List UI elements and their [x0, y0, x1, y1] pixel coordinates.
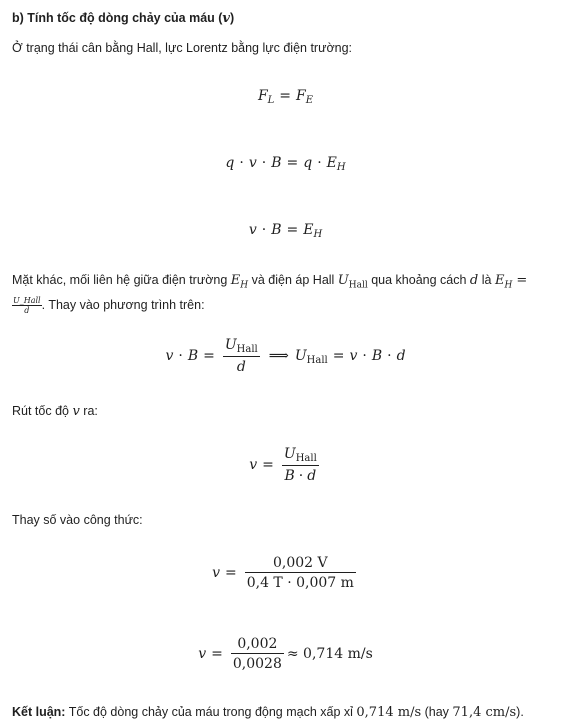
eq4-B: B	[187, 348, 199, 364]
eq1-equals: =	[279, 88, 292, 104]
eq4-B2: B	[371, 348, 383, 364]
eq6-den: 0,4 T · 0,007 m	[246, 575, 354, 591]
relation-U-sub: Hall	[348, 280, 368, 291]
eq7-fraction	[231, 636, 284, 672]
eq6-v: v	[212, 565, 220, 581]
heading-label: b) Tính tốc độ dòng chảy của máu (	[12, 11, 223, 25]
eq7-approx: ≈ 0,714 m/s	[286, 646, 373, 662]
eq6-fraction	[245, 555, 356, 591]
equation-charge-form: $q \cdot v \cdot B = q \cdot E_H$	[225, 155, 346, 173]
heading-var: v	[222, 11, 230, 26]
eq1-rhs: F	[296, 88, 306, 104]
relation-E2-sub: H	[504, 280, 513, 291]
eq2-E: E	[326, 155, 337, 171]
eq7-den: 0,0028	[232, 656, 282, 672]
equation-substitution: v = $\frac{0,002 V}{0,4 T \cdot 0,007 m}$	[212, 555, 354, 591]
equation-force-balance	[0, 88, 571, 106]
relation-inline-fraction	[12, 296, 42, 315]
relation-part5: . Thay vào phương trình trên:	[41, 297, 205, 312]
eq7-num: 0,002	[231, 636, 284, 654]
relation-frac-den: d	[24, 305, 30, 315]
eq3-B: B	[271, 222, 282, 238]
equation-simplified: $v \cdot B = E_H$	[248, 222, 323, 240]
conclusion-paragraph	[12, 703, 559, 722]
eq4-den: d	[236, 359, 246, 375]
conclusion-part3: ).	[516, 705, 524, 719]
equation-result: v = $\frac{0,002}{0,0028}$ ≈ 0,714 m/s	[198, 636, 373, 672]
substitute-text: Thay số vào công thức:	[12, 513, 143, 527]
relation-d: d	[469, 273, 479, 288]
eq2-B: B	[271, 155, 282, 171]
eq1-rhs-sub: E	[305, 95, 314, 106]
conclusion-part2: (hay	[421, 705, 453, 719]
eq1-lhs: F	[257, 88, 268, 104]
equation-velocity-formula: v = $\frac{U_{Hall}}{B \cdot d}$	[249, 446, 317, 484]
eq2-q1: q	[225, 155, 235, 171]
eq2-v: v	[248, 155, 257, 171]
relation-part2: và điện áp Hall	[248, 273, 338, 287]
relation-part1: Mặt khác, mối liên hệ giữa điện trường	[12, 273, 231, 287]
eq5-den-B: B	[284, 468, 295, 484]
extract-paragraph	[12, 402, 559, 421]
intro-paragraph	[12, 39, 559, 57]
eq7-v: v	[198, 646, 207, 662]
eq5-num-sub: Hall	[295, 453, 317, 464]
eq4-num-U: U	[224, 337, 237, 353]
eq5-fraction: $\frac{U_{Hall}}{B \cdot d}$	[283, 446, 317, 484]
relation-part4: là	[478, 273, 495, 287]
eq5-den-d: d	[307, 468, 317, 484]
eq4-d2: d	[396, 348, 406, 364]
eq4-v: v	[165, 348, 174, 364]
extract-part2: ra:	[79, 404, 98, 418]
relation-E: E	[230, 273, 241, 288]
relation-E-sub: H	[240, 280, 249, 291]
relation-paragraph	[12, 271, 559, 315]
eq5-v: v	[249, 457, 258, 473]
conclusion-part1: Tốc độ dòng chảy của máu trong động mạch xấp xỉ	[65, 705, 357, 719]
conclusion-value1: 0,714 m/s	[356, 705, 422, 720]
relation-part3: qua khoảng cách	[367, 273, 470, 287]
eq4-U-sub: Hall	[306, 355, 328, 366]
section-heading	[12, 9, 559, 28]
eq5-num-U: U	[283, 446, 296, 462]
eq3-E-sub: H	[313, 229, 323, 240]
eq2-E-sub: H	[336, 162, 346, 173]
extract-v: v	[72, 404, 80, 419]
eq3-E: E	[303, 222, 314, 238]
heading-close: )	[229, 11, 235, 25]
eq4-U: U	[294, 348, 307, 364]
substitute-paragraph	[12, 511, 559, 529]
eq2-q2: q	[303, 155, 313, 171]
conclusion-label: Kết luận:	[12, 705, 66, 719]
intro-text: Ở trạng thái cân bằng Hall, lực Lorentz bằng lực điện trường:	[12, 41, 353, 55]
eq6-num: 0,002 V	[245, 555, 356, 573]
eq1-lhs-sub: L	[267, 95, 275, 106]
extract-part1: Rút tốc độ	[12, 404, 73, 418]
relation-U: U	[337, 273, 349, 288]
eq3-v: v	[248, 222, 257, 238]
relation-equals: =	[512, 273, 528, 288]
eq4-implies: ⟹	[268, 348, 289, 364]
eq4-num-sub: Hall	[236, 344, 258, 355]
eq4-fraction	[223, 337, 260, 375]
equation-hall-voltage: v · B = $\frac{U_{Hall}}{d}$ ⟹ $U_{Hall} = v \cdot B \cdot d$	[165, 337, 406, 375]
relation-E2: E	[494, 273, 505, 288]
conclusion-value2: 71,4 cm/s	[452, 705, 517, 720]
relation-frac-num: U_Hall	[13, 295, 41, 305]
eq4-v2: v	[349, 348, 358, 364]
